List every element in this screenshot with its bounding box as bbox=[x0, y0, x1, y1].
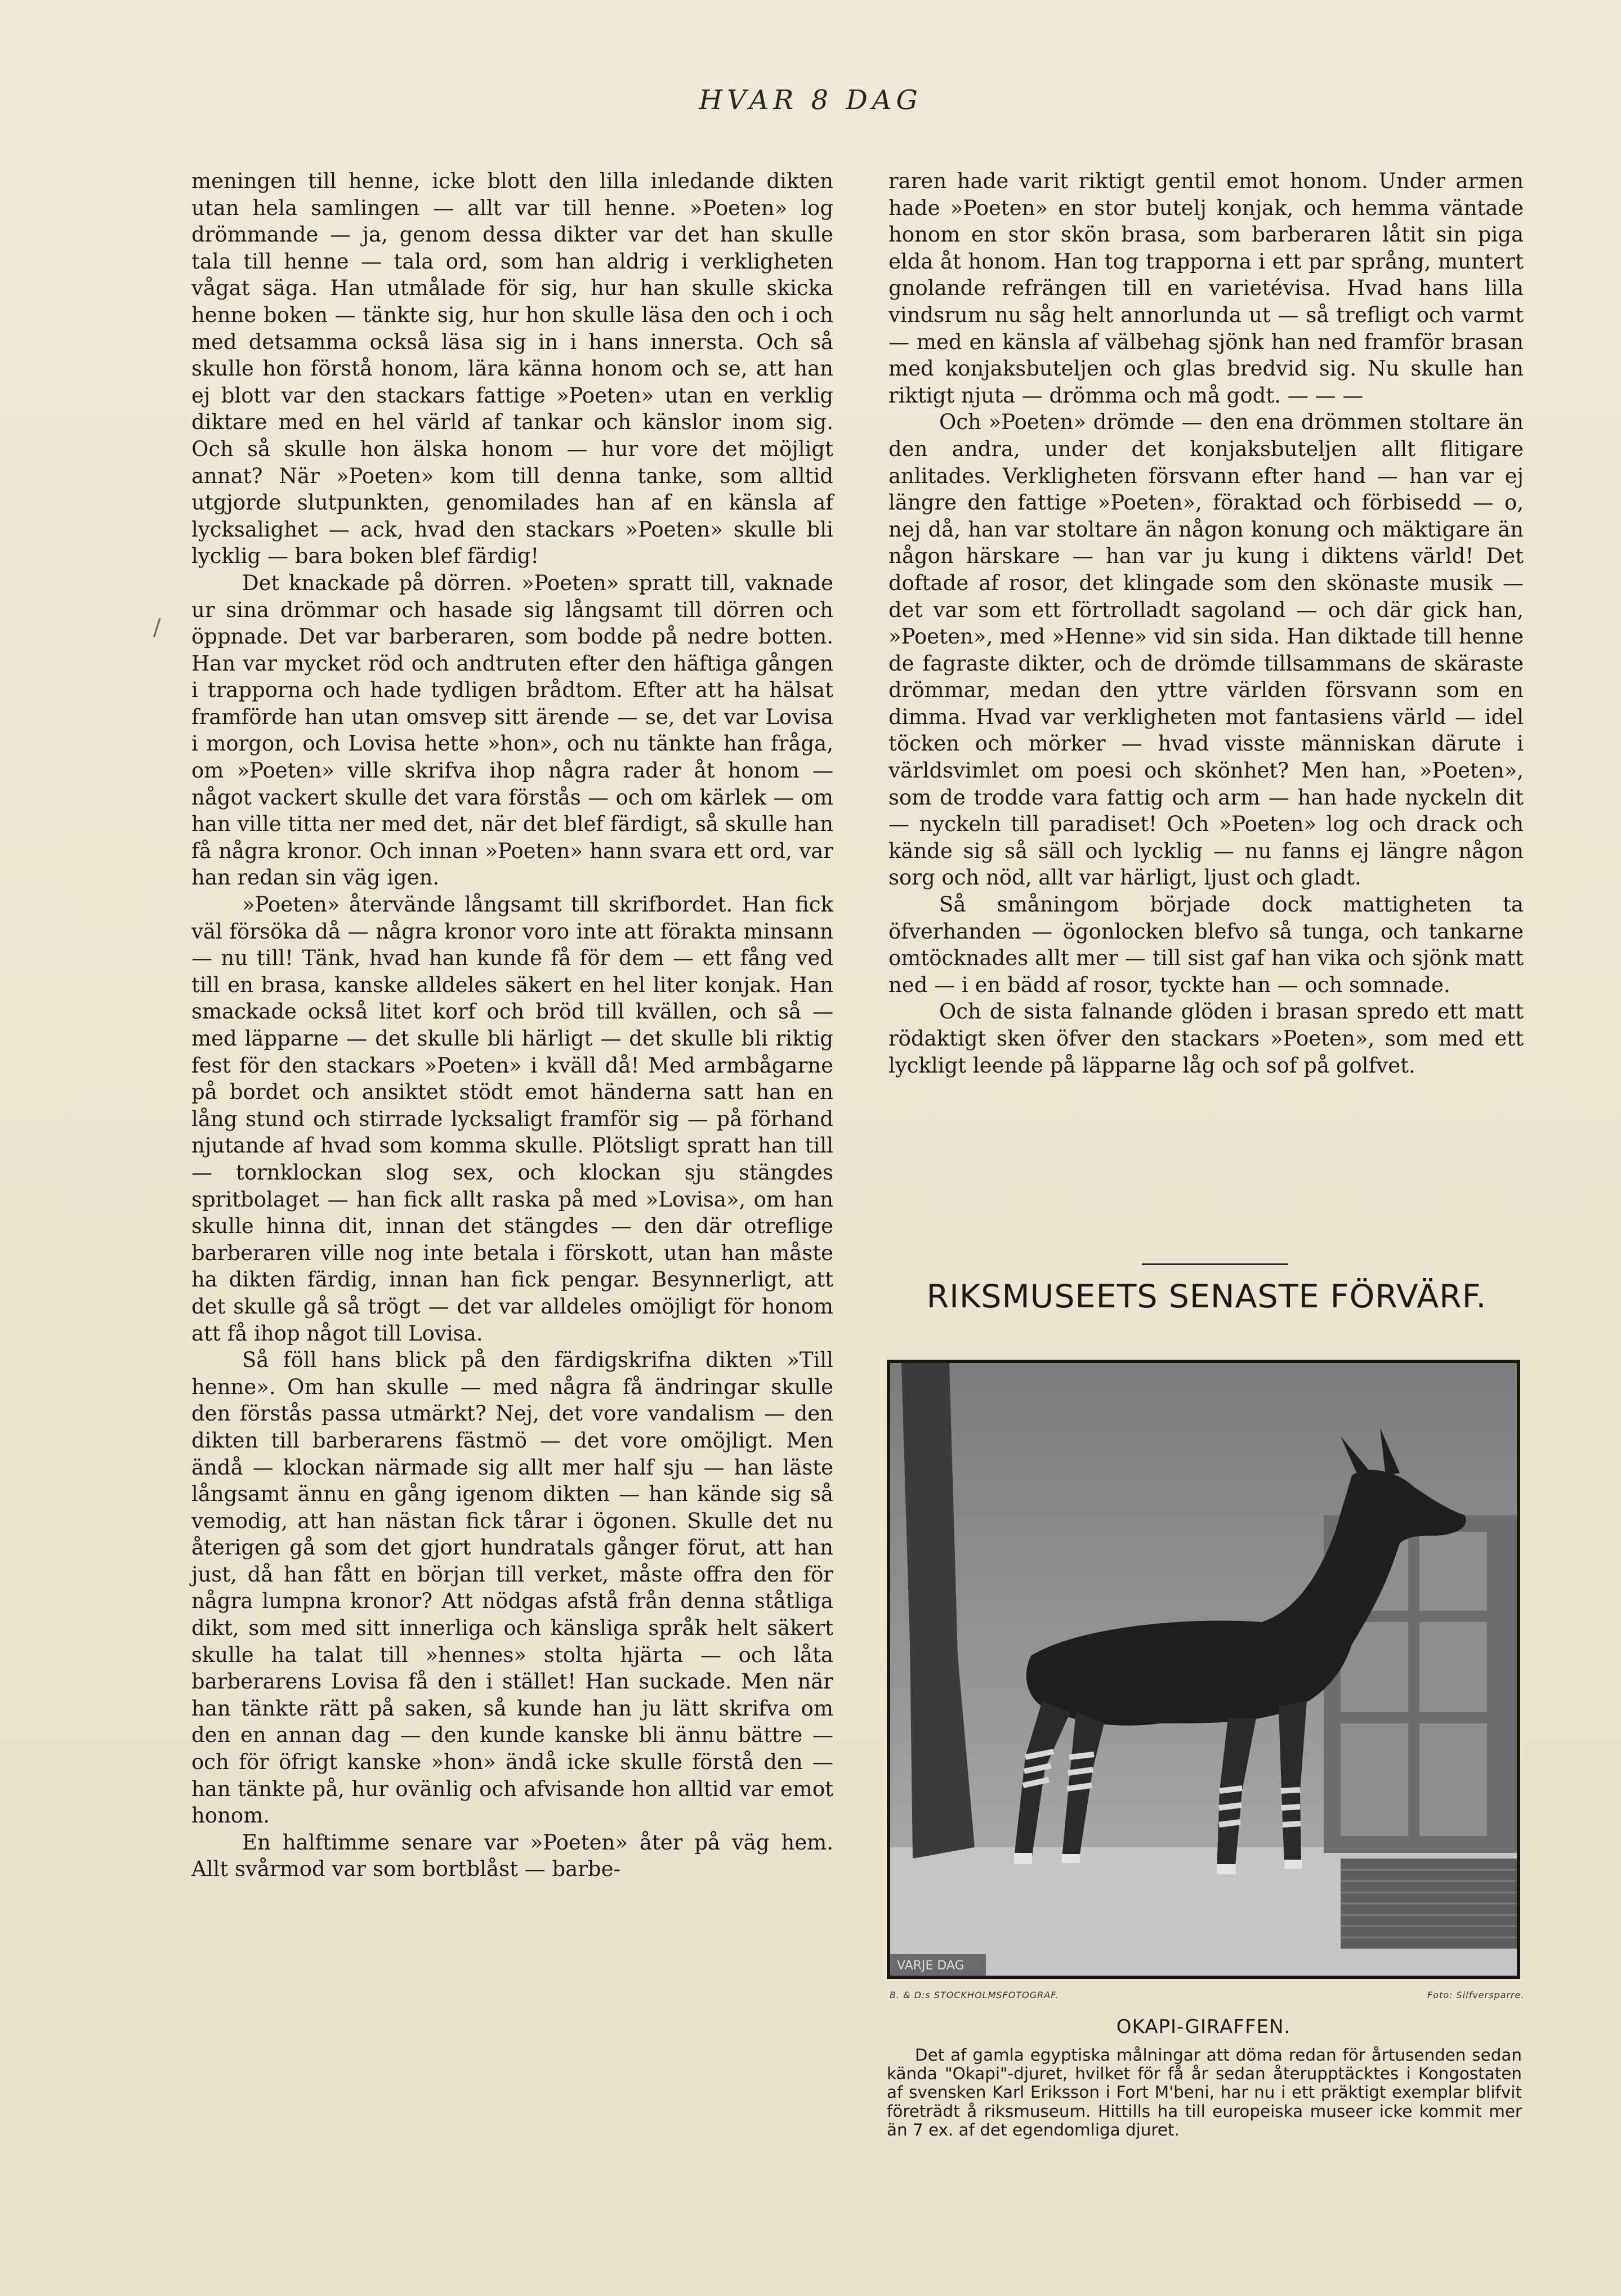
paragraph: En halftimme senare var »Poeten» åter på väg hem. Allt svårmod var som bortblåst — barbe- bbox=[191, 1830, 833, 1882]
page-masthead: HVAR 8 DAG bbox=[699, 84, 922, 116]
paragraph: Så småningom började dock mattigheten ta öfverhanden — ögonlocken blefvo så tunga, och tankarne omtöcknades allt mer — till sist gaf han vika och sjönk matt ned — i en bädd af rosor, tyckte han — och somnade. bbox=[888, 892, 1524, 997]
okapi-photograph bbox=[887, 1360, 1520, 1979]
caption-body bbox=[887, 2046, 1522, 2139]
paragraph: Så föll hans blick på den färdigskrifna dikten »Till henne». Om han skulle — med några få ändringar skulle den förstås passa utmärkt? Nej, det vore vandalism — den dikten till barberarens fästmö — det vore omöjligt. Men ändå — klockan närmade sig allt mer half sju — han läste långsamt ännu en gång igenom dikten — han kände sig så vemodig, att han nästan fick tårar i ögonen. Skulle det nu återigen gå som det gjort hundratals gånger förut, att han just, då han fått en början till verket, måste offra den för några lumpna kronor? Att nödgas afstå från denna ståtliga dikt, som med sitt innerliga och känsliga språk helt säkert skulle ha talat till »hennes» stolta hjärta — och låta barberarens Lovisa få den i stället! Han suckade. Men när han tänkte rätt på saken, så kunde han ju lätt skrifva om den en annan dag — den kunde kanske bli ännu bättre — och för öfrigt kanske »hon» ändå icke skulle förstå den — han tänkte på, hur ovänlig och afvisande hon alltid var emot honom. bbox=[191, 1348, 833, 1828]
column-end-rule bbox=[1142, 1263, 1288, 1265]
right-text-column bbox=[888, 168, 1524, 1079]
paragraph: meningen till henne, icke blott den lilla inledande dikten utan hela samlingen — allt var till henne. »Poeten» log drömmande — ja, genom dessa dikter var det han skulle tala till henne — tala ord, som han aldrig i verkligheten vågat säga. Han utmålade för sig, hur han skulle skicka henne boken — tänkte sig, hur hon skulle läsa den och i och med detsamma också läsa sig in i hans innersta. Och så skulle hon förstå honom, lära känna honom och se, att han ej blott var den stackars fattige »Poeten» utan en verklig diktare med en hel värld af tankar och känslor inom sig. Och så skulle hon älska honom — hur vore det möjligt annat? När »Poeten» kom till denna tanke, som alltid utgjorde slutpunkten, genomilades han af en känsla af lycksalighet — ack, hvad den stackars »Poeten» skulle bli lycklig — bara boken blef färdig! bbox=[191, 169, 833, 569]
paragraph: raren hade varit riktigt gentil emot honom. Under armen hade »Poeten» en stor butelj konjak, och hemma väntade honom en stor skön brasa, som barberaren låtit sin piga elda åt honom. Han tog trapporna i ett par språng, muntert gnolande refrängen till en varietévisa. Hvad hans lilla vindsrum nu såg helt annorlunda ut — så trefligt och varmt — med en känsla af välbehag sjönk han ned framför brasan med konjaksbuteljen och glas bredvid sig. Nu skulle han riktigt njuta — drömma och må godt. — — — bbox=[888, 169, 1524, 408]
margin-mark: / bbox=[153, 615, 161, 641]
photo-credit-studio: B. & D:s STOCKHOLMSFOTOGRAF. bbox=[890, 1990, 1059, 2000]
okapi-illustration bbox=[890, 1363, 1517, 1976]
paragraph: Det knackade på dörren. »Poeten» spratt till, vaknade ur sina drömmar och hasade sig långsamt till dörren och öppnade. Det var barberaren, som bodde på nedre botten. Han var mycket röd och andtruten efter den häftiga gången i trapporna och hade tydligen brådtom. Efter att ha hälsat framförde han utan omsvep sitt ärende — se, det var Lovisa i morgon, och Lovisa hette »hon», och nu tänkte han fråga, om »Poeten» ville skrifva ihop några rader åt honom — något vackert skulle det vara förstås — och om kärlek — om han ville titta ner med det, när det blef färdigt, så skulle han få några kronor. Och innan »Poeten» hann svara ett ord, var han redan sin väg igen. bbox=[191, 570, 833, 890]
left-text-column bbox=[191, 168, 833, 1883]
photo-inset-label: VARJE DAG bbox=[897, 1959, 964, 1973]
caption-title: OKAPI-GIRAFFEN. bbox=[1116, 2016, 1291, 2038]
paragraph: »Poeten» återvände långsamt till skrifbordet. Han fick väl försöka då — några kronor voro inte att förakta minsann — nu till! Tänk, hvad han kunde få för dem — ett fång ved till en brasa, kanske alldeles säkert en hel liter konjak. Han smackade också litet korf och bröd till kvällen, och så — med läpparne — det skulle bli härligt — det skulle bli riktig fest för den stackars »Poeten» i kväll då! Med armbågarne på bordet och ansiktet stödt emot händerna satt han en lång stund och stirrade lycksaligt framför sig — på förhand njutande af hvad som komma skulle. Plötsligt spratt han till — tornklockan slog sex, och klockan sju stängdes spritbolaget — han fick allt raska på med »Lovisa», om han skulle hinna dit, innan det stängdes — den där otreflige barberaren ville nog inte betala i förskott, utan han måste ha dikten färdig, innan han fick pengar. Besynnerligt, att det skulle gå så trögt — det var alldeles omöjligt för honom att få ihop något till Lovisa. bbox=[191, 892, 833, 1346]
paragraph: Och »Poeten» drömde — den ena drömmen stoltare än den andra, under det konjaksbuteljen allt flitigare anlitades. Verkligheten försvann efter hand — han var ej längre den fattige »Poeten», föraktad och förbisedd — o, nej då, han var stoltare än någon konung och mäktigare än någon härskare — han var ju kung i diktens värld! Det doftade af rosor, det klingade som den skönaste musik — det var som ett förtrolladt sagoland — och där gick han, »Poeten», med »Henne» vid sin sida. Han diktade till henne de fagraste dikter, och de drömde tillsammans de skäraste drömmar, medan den yttre världen försvann som en dimma. Hvad var verkligheten mot fantasiens värld — idel töcken och mörker — hvad visste människan därute i världsvimlet om poesi och skönhet? Men han, »Poeten», som de trodde vara fattig och arm — han hade nyckeln dit — nyckeln till paradiset! Och »Poeten» log och drack och kände sig så säll och lycklig — nu fanns ej längre någon sorg och nöd, allt var härligt, ljust och gladt. bbox=[888, 410, 1524, 890]
paragraph: Och de sista falnande glöden i brasan spredo ett matt rödaktigt sken öfver den stackars »Poeten», som med ett lyckligt leende på läpparne låg och sof på golfvet. bbox=[888, 999, 1524, 1078]
section-heading: RIKSMUSEETS SENASTE FÖRVÄRF. bbox=[926, 1278, 1487, 1315]
photo-credit-photographer: Foto: Silfversparre. bbox=[1427, 1990, 1525, 2000]
caption-text: Det af gamla egyptiska målningar att döma redan för årtusenden sedan kända "Okapi"-djuret, hvilket för få år sedan återupptäcktes i Kongostaten af svensken Karl Eriksson i Fort M'beni, har nu i ett präktigt exemplar blifvit företrädt å riksmuseum. Hittills ha till europeiska museer icke kommit mer än 7 ex. af det egendomliga djuret. bbox=[887, 2045, 1522, 2139]
